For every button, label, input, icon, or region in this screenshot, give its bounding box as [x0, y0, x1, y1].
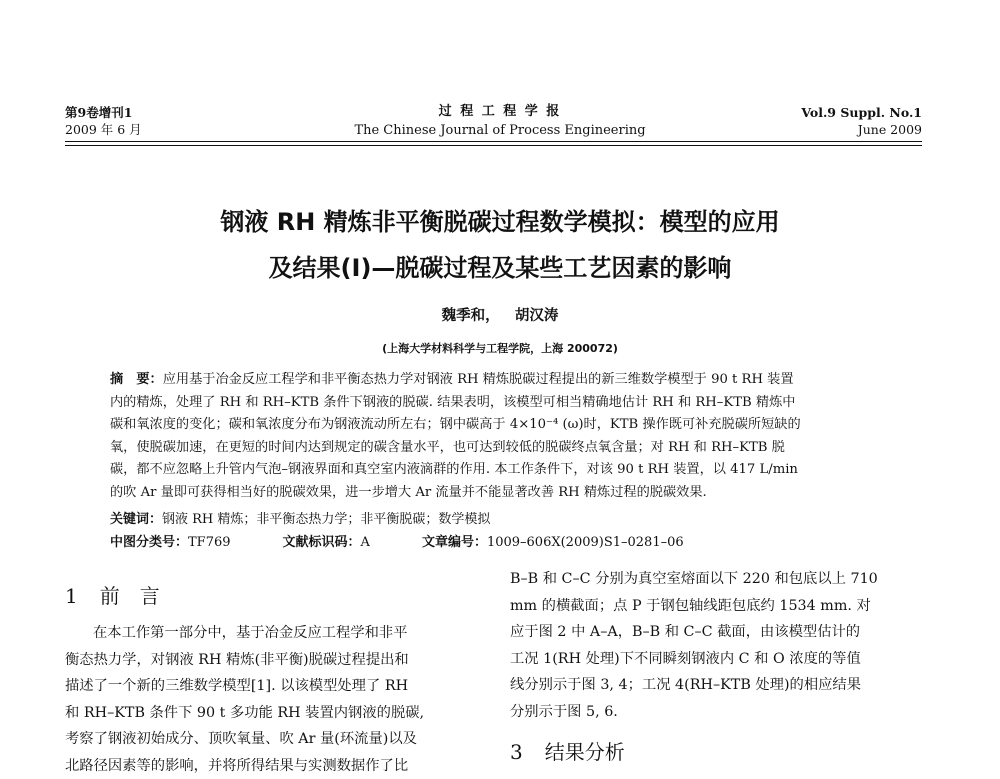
keywords-value: 钢液 RH 精炼；非平衡态热力学；非平衡脱碳；数学模拟	[162, 512, 490, 527]
paragraph-line: ⁠北路径因素等的影响，并将所得结果与实测数据作了比	[65, 753, 475, 779]
abstract-line: 摘 要：应用基于冶金反应工程学和非平衡态热力学对钢液 RH 精炼脱碳过程提出的新三维数学模型于 90 t RH 装置	[110, 369, 890, 392]
abstract-line: 碳，都不应忽略上升管内气泡–钢液界面和真空室内液滴群的作用. 本工作条件下，对该 90 t RH 装置，以 417 L/min	[110, 459, 890, 482]
paragraph-line: 描述了一个新的三维数学模型[1]. 以该模型处理了 RH	[65, 673, 475, 700]
journal-name-en: The Chinese Journal of Process Engineering	[330, 121, 670, 140]
doc-code-value: A	[361, 535, 370, 550]
paragraph-line: 衡态热力学，对钢液 RH 精炼(非平衡)脱碳过程提出和	[65, 647, 475, 674]
keywords-label: 关键词：	[110, 512, 162, 527]
paragraph-line: 应于图 2 中 A–A，B–B 和 C–C 截面，由该模型估计的	[510, 619, 922, 646]
abstract-line: 氧，使脱碳加速，在更短的时间内达到规定的碳含量水平，也可达到较低的脱碳终点氧含量；对 RH 和 RH–KTB 脱	[110, 437, 890, 460]
section-1-title: 前 言	[100, 584, 160, 608]
issue-info	[65, 104, 142, 138]
section-3-number: 3	[510, 740, 523, 764]
left-column-text	[65, 620, 475, 779]
abstract-line: 碳和氧浓度的变化；碳和氧浓度分布为钢液流动所左右；钢中碳高于 4×10⁻⁴ (ω)时，KTB 操作既可补充脱碳所短缺的	[110, 414, 890, 437]
right-column-text	[510, 566, 922, 725]
paragraph-line: 和 RH–KTB 条件下 90 t 多功能 RH 装置内钢液的脱碳,	[65, 700, 475, 727]
header-rule-bottom	[65, 145, 922, 146]
paragraph-line: 分别示于图 5, 6.	[510, 699, 922, 726]
clc-value: TF769	[188, 535, 231, 550]
section-1-number: 1	[65, 584, 78, 608]
paragraph-line: mm 的横截面；点 P 于钢包轴线距包底约 1534 mm. 对	[510, 593, 922, 620]
abstract-line: 的吹 Ar 量即可获得相当好的脱碳效果，进一步增大 Ar 流量并不能显著改善 RH 精炼过程的脱碳效果.	[110, 482, 890, 505]
abstract-label: 摘 要：	[110, 372, 163, 387]
clc-label: 中图分类号：	[110, 535, 188, 550]
section-3-heading	[510, 736, 625, 765]
paper-title-line1: 钢液 RH 精炼非平衡脱碳过程数学模拟：模型的应用	[100, 207, 900, 237]
header-rule-top	[65, 141, 922, 142]
doc-code-label: 文献标识码：	[283, 535, 361, 550]
issue-volume: 第9卷增刊1	[65, 104, 142, 121]
issue-date: 2009 年 6 月	[65, 121, 142, 138]
abstract	[110, 369, 890, 505]
affiliation: (上海大学材料科学与工程学院，上海 200072)	[0, 340, 1000, 356]
authors: 魏季和， 胡汉涛	[0, 304, 1000, 325]
paragraph-line: 在本工作第一部分中，基于冶金反应工程学和非平	[65, 620, 475, 647]
section-3-title: 结果分析	[545, 740, 625, 764]
article-number-value: 1009–606X(2009)S1–0281–06	[487, 535, 684, 550]
keywords	[110, 508, 890, 527]
paragraph-line: 线分别示于图 3, 4；工况 4(RH–KTB 处理)的相应结果	[510, 672, 922, 699]
abstract-line: 内的精炼，处理了 RH 和 RH–KTB 条件下钢液的脱碳. 结果表明，该模型可相当精确地估计 RH 和 RH–KTB 精炼中	[110, 392, 890, 415]
journal-name	[330, 102, 670, 140]
volume-info	[801, 104, 922, 138]
article-number-label: 文章编号：	[422, 535, 487, 550]
volume-number: Vol.9 Suppl. No.1	[801, 104, 922, 121]
paragraph-line: 考察了钢液初始成分、顶吹氧量、吹 Ar 量(环流量)以及	[65, 726, 475, 753]
paragraph-line: 工况 1(RH 处理)下不同瞬刻钢液内 C 和 O 浓度的等值	[510, 646, 922, 673]
volume-date: June 2009	[801, 121, 922, 138]
section-1-heading	[65, 580, 160, 609]
classification	[110, 531, 890, 550]
journal-name-cn: 过 程 工 程 学 报	[330, 102, 670, 121]
paragraph-line: B–B 和 C–C 分别为真空室熔面以下 220 和包底以上 710	[510, 566, 922, 593]
paper-title-line2: 及结果(I)—脱碳过程及某些工艺因素的影响	[100, 253, 900, 283]
